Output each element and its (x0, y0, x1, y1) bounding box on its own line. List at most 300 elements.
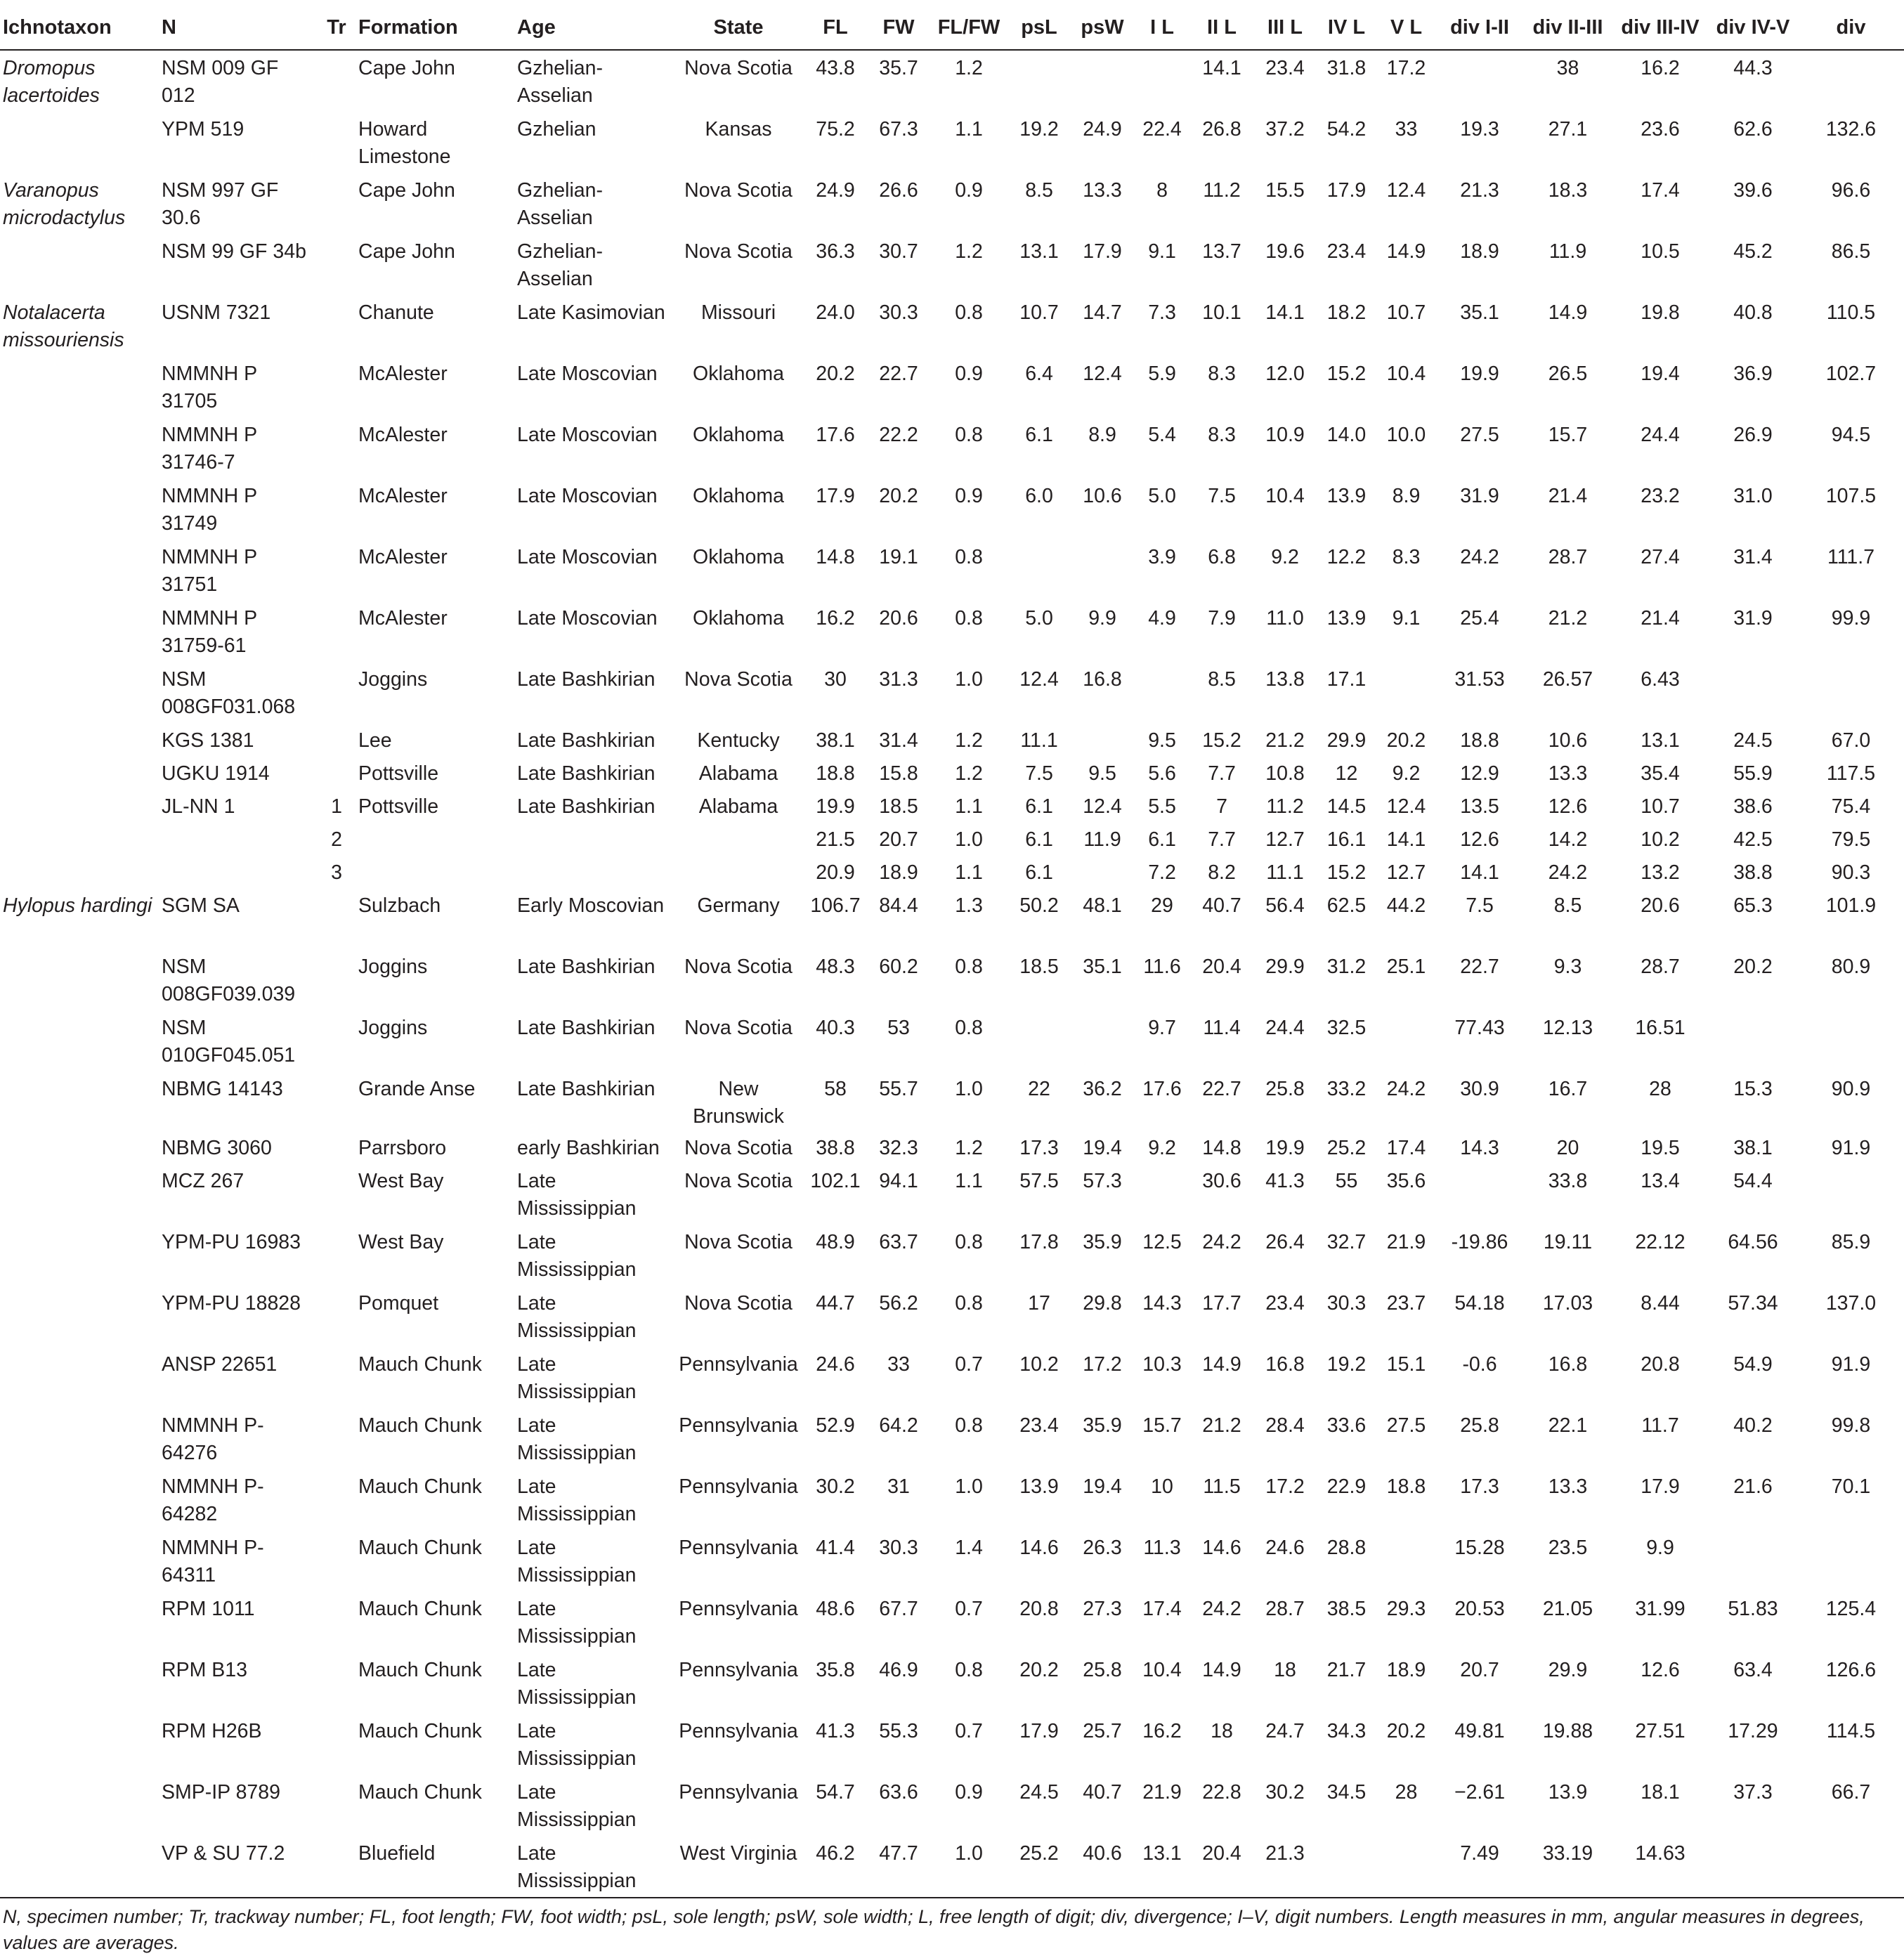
table-cell: 17.4 (1386, 1137, 1426, 1159)
table-cell: 27.4 (1641, 546, 1680, 568)
table-row (0, 173, 1904, 234)
table-cell: 20 (1556, 1137, 1579, 1159)
table-cell: 12.6 (1548, 795, 1588, 818)
table-cell: 1.2 (955, 729, 983, 752)
table-cell: 22.1 (1548, 1414, 1588, 1437)
table-cell: 8.3 (1208, 363, 1236, 385)
table-cell: 125.4 (1825, 1598, 1877, 1620)
table-cell: 1.0 (955, 828, 983, 851)
table-cell: 16.8 (1083, 668, 1122, 691)
table-row (0, 601, 1904, 662)
table-cell: 70.1 (1831, 1475, 1871, 1498)
table-cell: Late Mississippian (517, 1598, 637, 1648)
table-cell: 38.8 (816, 1137, 855, 1159)
table-cell: 11.6 (1143, 956, 1181, 978)
table-cell: Late Bashkirian (517, 729, 656, 752)
table-cell (1071, 723, 1134, 756)
table-cell (1071, 1010, 1134, 1071)
table-cell: Late Bashkirian (517, 1078, 656, 1100)
ichnotaxon-cell (0, 949, 159, 1010)
table-cell (1071, 50, 1134, 112)
table-row (0, 1408, 1904, 1469)
table-cell: 26.5 (1548, 363, 1588, 385)
table-cell: 38.5 (1326, 1598, 1367, 1620)
table-cell (318, 756, 356, 789)
table-cell: 60.2 (879, 956, 918, 978)
table-cell: 7.3 (1148, 301, 1176, 324)
table-cell: 35.9 (1083, 1231, 1122, 1253)
ichnotaxon-cell (0, 234, 159, 295)
table-cell: Late Mississippian (517, 1781, 637, 1831)
table-cell: 28 (1395, 1781, 1418, 1804)
table-cell: 90.9 (1831, 1078, 1871, 1100)
table-cell: 38.6 (1733, 795, 1773, 818)
table-cell: 0.9 (955, 1781, 983, 1804)
table-cell: 63.6 (879, 1781, 918, 1804)
table-cell: 6.1 (1025, 828, 1053, 851)
table-cell: 19.6 (1265, 240, 1305, 263)
table-cell: NMMNH P 31705 (162, 363, 257, 412)
table-cell: 29.8 (1083, 1292, 1122, 1315)
table-cell: 16.8 (1265, 1353, 1305, 1376)
table-cell: 13.2 (1641, 861, 1680, 884)
table-cell: 14.9 (1386, 240, 1426, 263)
column-header: State (673, 6, 804, 50)
table-cell: 18.9 (1460, 240, 1499, 263)
table-cell: McAlester (358, 485, 448, 507)
table-cell (673, 855, 804, 888)
table-cell: 0.8 (955, 607, 983, 630)
table-cell: 0.8 (955, 1017, 983, 1039)
table-cell: 10.9 (1265, 424, 1305, 446)
table-cell: 23.7 (1386, 1292, 1426, 1315)
table-cell: 55.9 (1733, 762, 1773, 785)
table-cell: Late Mississippian (517, 1475, 637, 1525)
table-cell: 10.3 (1142, 1353, 1182, 1376)
table-cell: 0.8 (955, 1414, 983, 1437)
table-cell: MCZ 267 (162, 1170, 244, 1192)
table-cell (673, 822, 804, 855)
table-cell (318, 478, 356, 540)
table-cell: 19.4 (1083, 1475, 1122, 1498)
table-row (0, 478, 1904, 540)
table-cell: 28.4 (1265, 1414, 1305, 1437)
table-cell: 32.3 (879, 1137, 918, 1159)
table-cell: 24.6 (816, 1353, 855, 1376)
table-cell: 24.2 (1460, 546, 1499, 568)
table-cell: 24.2 (1548, 861, 1588, 884)
table-cell: 44.3 (1733, 57, 1773, 79)
table-cell (1008, 50, 1071, 112)
table-cell: 15.5 (1265, 179, 1305, 202)
table-cell: 14.9 (1202, 1353, 1241, 1376)
table-cell: 19.2 (1019, 118, 1059, 141)
table-cell: 53 (887, 1017, 910, 1039)
table-cell: West Virginia (673, 1836, 804, 1898)
table-cell: Late Mississippian (517, 1537, 637, 1586)
table-cell: Pomquet (358, 1292, 439, 1315)
table-cell: 52.9 (816, 1414, 855, 1437)
table-cell (318, 1225, 356, 1286)
ichnotaxon-cell: Hylopus hardingi (3, 894, 152, 917)
ichnotaxon-cell (0, 1714, 159, 1775)
table-cell: NSM 008GF031.068 (162, 668, 296, 718)
table-cell: 31.9 (1733, 607, 1773, 630)
column-header: div (1798, 6, 1904, 50)
table-cell: 90.3 (1831, 861, 1871, 884)
table-cell: 23.6 (1641, 118, 1680, 141)
table-cell: Oklahoma (693, 546, 784, 568)
table-cell: 33.19 (1523, 1836, 1612, 1898)
table-cell: McAlester (358, 607, 448, 630)
table-cell: 25.2 (1008, 1836, 1071, 1898)
table-cell: Parrsboro (358, 1137, 447, 1159)
table-cell: 16.1 (1326, 828, 1367, 851)
table-cell: SMP-IP 8789 (162, 1781, 280, 1804)
table-cell: early Bashkirian (517, 1137, 660, 1159)
table-cell: NSM 99 GF 34b (162, 240, 306, 263)
table-cell: 25.4 (1460, 607, 1499, 630)
table-cell: 30.3 (1326, 1292, 1367, 1315)
table-cell: 12.7 (1265, 828, 1305, 851)
table-cell: 30.3 (879, 1537, 918, 1559)
table-cell: 35.9 (1083, 1414, 1122, 1437)
table-cell: 9.1 (1148, 240, 1176, 263)
table-cell: 21.2 (1548, 607, 1588, 630)
table-cell: 12.6 (1460, 828, 1499, 851)
table-cell: 101.9 (1825, 894, 1877, 917)
table-cell: 13.3 (1548, 762, 1588, 785)
table-cell: 8.3 (1392, 546, 1421, 568)
table-cell: 40.8 (1733, 301, 1773, 324)
table-cell (1071, 540, 1134, 601)
table-row (0, 540, 1904, 601)
table-cell: 54.2 (1326, 118, 1367, 141)
table-cell: 33 (887, 1353, 910, 1376)
table-cell: RPM H26B (162, 1720, 262, 1742)
table-cell: Nova Scotia (684, 1017, 793, 1039)
table-cell (318, 1591, 356, 1652)
table-cell: Alabama (698, 762, 778, 785)
table-cell: NMMNH P 31751 (162, 546, 257, 596)
table-cell: 56.4 (1265, 894, 1305, 917)
table-cell: 55 (1335, 1170, 1358, 1192)
table-cell: 20.2 (1386, 729, 1426, 752)
table-cell: USNM 7321 (162, 301, 271, 324)
table-cell: 10.0 (1386, 424, 1426, 446)
table-cell: 11.2 (1266, 795, 1304, 818)
table-cell: Howard Limestone (358, 118, 451, 168)
table-cell: 8.5 (1208, 668, 1236, 691)
table-cell: 26.4 (1265, 1231, 1305, 1253)
table-cell: 8.5 (1553, 894, 1582, 917)
table-cell: 33.2 (1326, 1078, 1367, 1100)
table-cell (1708, 1836, 1798, 1898)
table-cell (318, 1469, 356, 1530)
table-cell: Late Mississippian (517, 1170, 637, 1220)
table-cell: Gzhelian (517, 118, 596, 141)
table-cell: 1.1 (955, 795, 983, 818)
table-cell (1008, 1010, 1071, 1071)
table-cell: 33.6 (1326, 1414, 1367, 1437)
ichnotaxon-cell (0, 1652, 159, 1714)
table-cell: 21.2 (1202, 1414, 1241, 1437)
table-cell (1798, 1010, 1904, 1071)
table-cell: 35.4 (1641, 762, 1680, 785)
table-cell: 21.4 (1548, 485, 1588, 507)
table-row (0, 1163, 1904, 1225)
table-cell: 29.3 (1386, 1598, 1426, 1620)
table-cell: 38.1 (1733, 1137, 1773, 1159)
table-cell: 16.2 (1142, 1720, 1182, 1742)
table-cell: 13.8 (1265, 668, 1305, 691)
table-cell (318, 417, 356, 478)
table-cell: KGS 1381 (162, 729, 254, 752)
column-header: Age (514, 6, 673, 50)
table-cell: Joggins (358, 668, 428, 691)
table-cell: 21.5 (816, 828, 855, 851)
ichnotaxon-cell (0, 662, 159, 723)
table-cell: 13.9 (1548, 1781, 1588, 1804)
table-cell: 54.9 (1733, 1353, 1773, 1376)
table-cell: 5.0 (1148, 485, 1176, 507)
table-cell: 7 (1216, 795, 1227, 818)
table-cell: 14.6 (1019, 1537, 1059, 1559)
ichnotaxon-cell (0, 356, 159, 417)
table-cell: 9.2 (1392, 762, 1421, 785)
table-cell: 12.7 (1386, 861, 1426, 884)
table-cell (1798, 1836, 1904, 1898)
header-row (0, 6, 1904, 50)
table-cell: 27.51 (1635, 1720, 1685, 1742)
table-cell: 44.7 (816, 1292, 855, 1315)
table-cell (1798, 1530, 1904, 1591)
ichnotaxon-cell (0, 1130, 159, 1163)
table-cell: 45.2 (1733, 240, 1773, 263)
table-cell: McAlester (358, 363, 448, 385)
table-cell: 30.2 (1265, 1781, 1305, 1804)
table-cell: 91.9 (1831, 1137, 1871, 1159)
table-cell: 17.9 (816, 485, 855, 507)
table-cell: 8.9 (1392, 485, 1421, 507)
table-cell: 15.2 (1326, 363, 1367, 385)
table-cell: 10.8 (1265, 762, 1305, 785)
column-header: div I-II (1436, 6, 1523, 50)
table-cell: 6.8 (1208, 546, 1236, 568)
table-cell: 15.2 (1202, 729, 1241, 752)
table-row (0, 1130, 1904, 1163)
table-cell: 32.7 (1326, 1231, 1367, 1253)
table-cell (318, 1836, 356, 1898)
table-cell: 91.9 (1831, 1353, 1871, 1376)
table-cell: 6.4 (1025, 363, 1053, 385)
table-cell: 12.0 (1265, 363, 1305, 385)
ichnotaxon-cell (0, 723, 159, 756)
table-cell: 24.9 (1083, 118, 1122, 141)
table-cell (318, 1530, 356, 1591)
table-cell (318, 1347, 356, 1408)
table-cell: 13.9 (1019, 1475, 1059, 1498)
table-cell: Mauch Chunk (358, 1353, 482, 1376)
table-cell: 1.0 (930, 1836, 1008, 1898)
table-cell: 23.4 (1019, 1414, 1059, 1437)
column-header: FL (804, 6, 867, 50)
table-cell (1134, 1163, 1190, 1225)
table-cell: NBMG 14143 (162, 1078, 283, 1100)
table-cell: 27.3 (1083, 1598, 1122, 1620)
table-cell: 34.3 (1326, 1720, 1367, 1742)
column-header: psW (1071, 6, 1134, 50)
table-cell: Late Kasimovian (517, 301, 665, 324)
table-cell: 0.9 (955, 485, 983, 507)
table-cell: Pottsville (358, 795, 439, 818)
table-cell: 11.5 (1203, 1475, 1241, 1498)
table-cell: 23.4 (1265, 1292, 1305, 1315)
table-cell: 1.4 (955, 1537, 983, 1559)
table-cell: 14.9 (1548, 301, 1588, 324)
table-cell: 10.6 (1548, 729, 1588, 752)
table-cell: 7.5 (1208, 485, 1236, 507)
table-cell: 1.2 (955, 1137, 983, 1159)
table-cell: 17.3 (1019, 1137, 1059, 1159)
table-cell: 15.8 (879, 762, 918, 785)
measurements-table (0, 6, 1904, 1898)
table-cell: Gzhelian-Asselian (517, 57, 603, 107)
table-row (0, 1714, 1904, 1775)
table-cell: 9.1 (1392, 607, 1421, 630)
table-cell: 12.6 (1641, 1659, 1680, 1681)
table-cell: 64.56 (1728, 1231, 1778, 1253)
table-cell (514, 855, 673, 888)
table-cell: Missouri (700, 301, 776, 324)
table-cell: 37.2 (1265, 118, 1305, 141)
table-row (0, 356, 1904, 417)
table-cell: 17.2 (1265, 1475, 1305, 1498)
table-cell: Sulzbach (358, 894, 441, 917)
table-cell: 6.1 (1025, 861, 1053, 884)
table-cell: 5.9 (1148, 363, 1176, 385)
table-cell: 17.2 (1083, 1353, 1122, 1376)
table-cell: 12.4 (1019, 668, 1059, 691)
table-cell (318, 173, 356, 234)
ichnotaxon-cell (0, 540, 159, 601)
table-cell: 19.88 (1542, 1720, 1593, 1742)
table-cell: 42.5 (1733, 828, 1773, 851)
table-cell: 17.6 (816, 424, 855, 446)
table-cell: 40.2 (1733, 1414, 1773, 1437)
table-cell: 1.1 (955, 118, 983, 141)
table-cell: 40.7 (1202, 894, 1241, 917)
table-cell: Chanute (358, 301, 434, 324)
table-cell: 21.9 (1142, 1781, 1182, 1804)
table-cell: 107.5 (1825, 485, 1877, 507)
table-cell: NMMNH P 31749 (162, 485, 257, 535)
table-row (0, 295, 1904, 356)
table-cell: Pennsylvania (679, 1353, 798, 1376)
table-cell: West Bay (358, 1170, 444, 1192)
table-cell: 13.1 (1641, 729, 1680, 752)
table-cell: McAlester (358, 546, 448, 568)
table-cell: 19.3 (1460, 118, 1499, 141)
table-cell: 55.3 (879, 1720, 918, 1742)
table-cell: 20.2 (1386, 1720, 1426, 1742)
table-cell: 12.2 (1326, 546, 1367, 568)
table-cell: 0.8 (955, 956, 983, 978)
table-cell: 12.5 (1142, 1231, 1182, 1253)
table-cell: 5.0 (1025, 607, 1053, 630)
table-cell: 10.7 (1019, 301, 1059, 324)
table-cell: 12.4 (1083, 795, 1122, 818)
ichnotaxon-cell (0, 601, 159, 662)
table-cell: 9.7 (1148, 1017, 1176, 1039)
table-cell: 67.7 (879, 1598, 918, 1620)
table-cell: 6.43 (1641, 668, 1680, 691)
table-cell (318, 1071, 356, 1130)
table-cell: Lee (358, 729, 392, 752)
table-cell: 19.9 (1265, 1137, 1305, 1159)
ichnotaxon-cell: Notalacerta missouriensis (3, 301, 124, 351)
table-cell: 41.4 (816, 1537, 855, 1559)
table-cell: 21.4 (1641, 607, 1680, 630)
ichnotaxon-cell (0, 478, 159, 540)
table-row (0, 234, 1904, 295)
table-cell: 24.4 (1265, 1017, 1305, 1039)
ichnotaxon-cell (0, 1836, 159, 1898)
table-cell: 38.1 (816, 729, 855, 752)
table-cell (1134, 50, 1190, 112)
table-cell: 35.6 (1386, 1170, 1426, 1192)
table-cell: 27.5 (1386, 1414, 1426, 1437)
table-cell: Grande Anse (358, 1078, 476, 1100)
table-cell: 41.3 (816, 1720, 855, 1742)
table-cell: Mauch Chunk (358, 1414, 482, 1437)
column-header: FW (867, 6, 930, 50)
table-cell: 24.0 (816, 301, 855, 324)
table-cell: 9.5 (1148, 729, 1176, 752)
table-cell: 31.8 (1326, 57, 1367, 79)
table-cell: 17 (1028, 1292, 1050, 1315)
table-cell: 15.7 (1142, 1414, 1182, 1437)
table-cell: Late Bashkirian (517, 795, 656, 818)
table-cell: 33 (1395, 118, 1418, 141)
table-cell: RPM B13 (162, 1659, 247, 1681)
table-cell: 17.7 (1202, 1292, 1241, 1315)
table-cell: 20.2 (879, 485, 918, 507)
column-header: Ichnotaxon (0, 6, 159, 50)
table-cell: 19.11 (1543, 1231, 1593, 1253)
table-cell: 13.1 (1019, 240, 1059, 263)
table-cell: 35.7 (879, 57, 918, 79)
table-cell: 0.7 (955, 1598, 983, 1620)
table-cell (356, 822, 514, 855)
table-cell: 7.2 (1148, 861, 1176, 884)
table-cell: 14.63 (1612, 1836, 1708, 1898)
table-cell: Late Moscovian (517, 363, 658, 385)
table-cell (1071, 855, 1134, 888)
table-cell: 36.2 (1083, 1078, 1122, 1100)
table-cell: 5.5 (1148, 795, 1176, 818)
table-cell (318, 1714, 356, 1775)
table-cell: 29.9 (1265, 956, 1305, 978)
table-row (0, 1836, 1904, 1898)
table-cell (318, 1408, 356, 1469)
table-cell: Mauch Chunk (358, 1537, 482, 1559)
table-cell: Late Moscovian (517, 485, 658, 507)
table-cell: 21.6 (1733, 1475, 1773, 1498)
table-cell (318, 888, 356, 949)
ichnotaxon-cell (0, 1469, 159, 1530)
table-row (0, 1225, 1904, 1286)
